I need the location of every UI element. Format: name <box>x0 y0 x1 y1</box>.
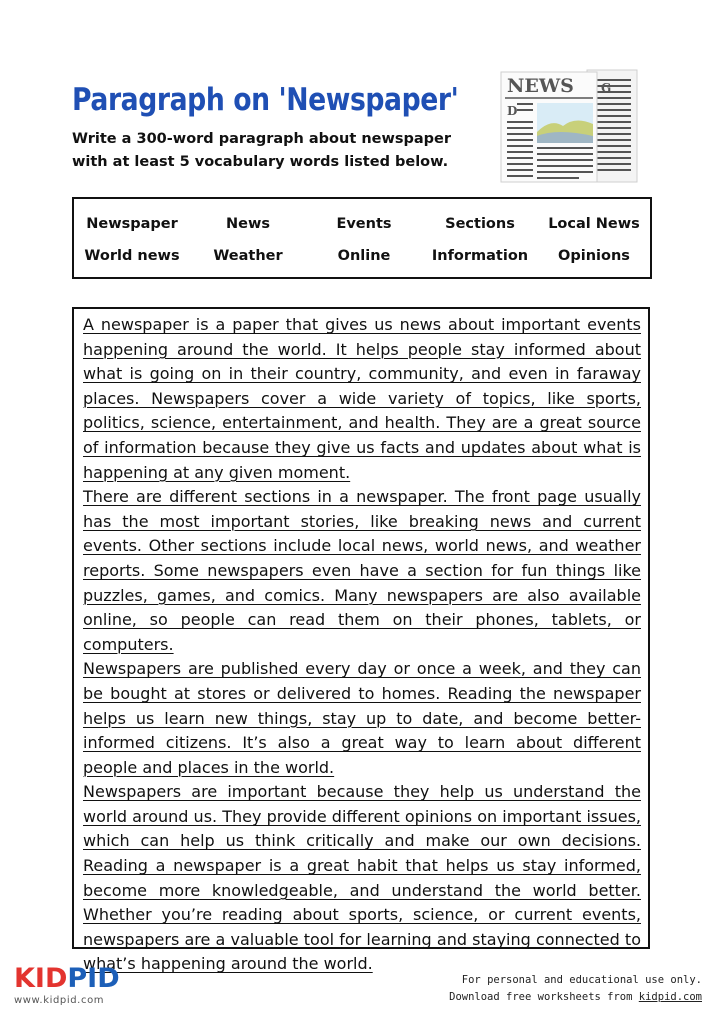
essay-paragraph: Newspapers are published every day or once a week, and they can be bought at stores or delivered to homes. Reading the newspaper helps us learn new things, stay up to date, and become better-informed citizens. It’s also a great way to learn about different people and places in the world. <box>83 659 641 777</box>
website-url: www.kidpid.com <box>14 995 105 1006</box>
svg-text:NEWS: NEWS <box>507 75 574 97</box>
kidpid-logo: KIDPID <box>14 963 120 994</box>
usage-note: For personal and educational use only. <box>461 974 702 986</box>
vocab-word: Opinions <box>558 248 630 264</box>
svg-text:G: G <box>601 81 612 95</box>
vocabulary-box <box>72 197 652 279</box>
svg-text:D: D <box>507 104 518 118</box>
page-title: Paragraph on 'Newspaper' <box>72 82 459 118</box>
essay-paragraph: There are different sections in a newspaper. The front page usually has the most important stories, like breaking news and current events. Other sections include local news, world news, and weather reports. Some newspapers even have a section for fun things like puzzles, games, and comics. Many newspapers are also available online, so people can read them on their phones, tablets, or computers. <box>83 487 641 654</box>
vocab-word: Local News <box>548 216 640 232</box>
vocab-word: Online <box>337 248 391 264</box>
essay-paragraph: A newspaper is a paper that gives us news about important events happening around the world. It helps people stay informed about what is going on in their country, community, and even in faraway places. Newspapers cover a wide variety of topics, like sports, politics, science, entertainment, and health. They are a great source of information because they give us facts and updates about what is happening at any given moment. <box>83 315 641 482</box>
vocab-word: News <box>226 216 270 232</box>
instructions: Write a 300-word paragraph about newspaper with at least 5 vocabulary words listed below. <box>72 131 452 170</box>
essay-box <box>72 307 650 974</box>
vocab-word: Events <box>336 216 392 232</box>
vocab-word: Weather <box>213 248 283 264</box>
kidpid-link[interactable]: kidpid.com <box>638 991 702 1003</box>
footer-note <box>449 972 702 1006</box>
kidpid-brand <box>14 965 120 1006</box>
vocab-word: World news <box>84 248 180 264</box>
essay-paragraph: Newspapers are important because they help us understand the world around us. They provide different opinions on important issues, which can help us think critically and make our own decisions. Reading a newspaper is a great habit that helps us stay informed, become more knowledgeable, and understand the world better. Whether you’re reading about sports, science, or current events, newspapers are a valuable tool for learning and staying connected to what’s happening around the world. <box>83 782 641 974</box>
vocab-word: Information <box>431 248 529 264</box>
vocab-word: Newspaper <box>86 216 178 232</box>
newspaper-illustration <box>499 66 639 184</box>
download-note: Download free worksheets from kidpid.com <box>449 991 702 1003</box>
vocabulary-row <box>74 246 650 266</box>
vocab-word: Sections <box>445 216 515 232</box>
vocabulary-row <box>74 214 650 234</box>
essay-text <box>83 313 641 977</box>
